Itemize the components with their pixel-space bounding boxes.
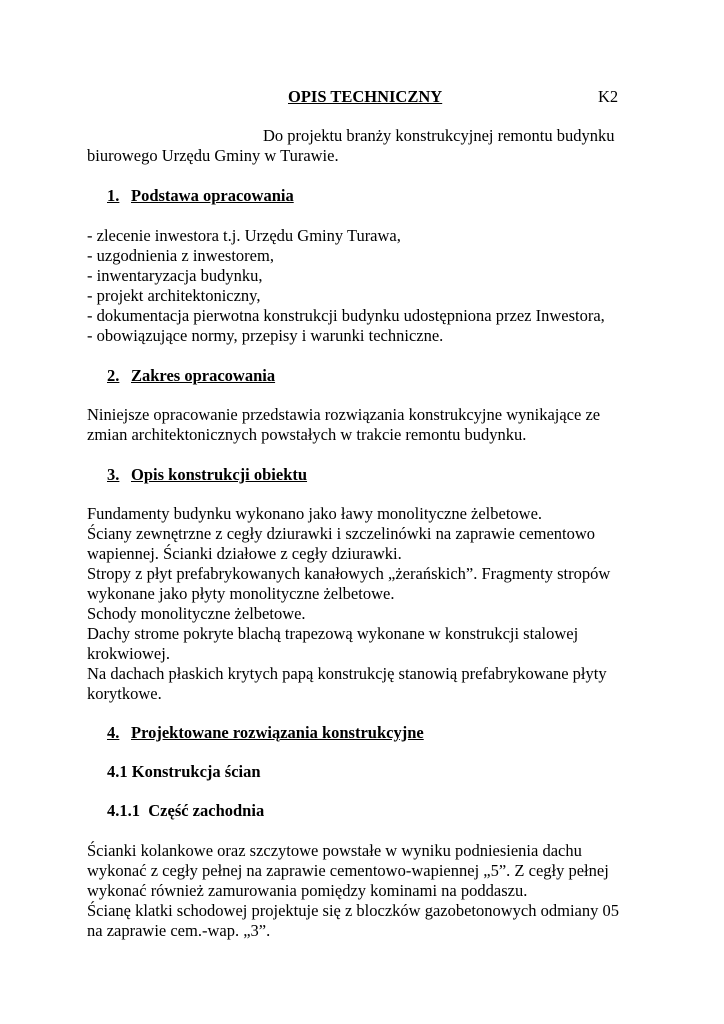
subtitle-line-1: Do projektu branży konstrukcyjnej remontu budynku xyxy=(263,126,615,145)
document-title: OPIS TECHNICZNY xyxy=(288,87,443,106)
section-1-number: 1. xyxy=(107,186,120,205)
paragraph-line: na zaprawie cem.-wap. „3”. xyxy=(87,921,271,940)
paragraph-line: wykonać również zamurowania pomiędzy kominami na poddaszu. xyxy=(87,881,528,900)
paragraph-line: wapiennej. Ścianki działowe z cegły dziurawki. xyxy=(87,544,402,563)
section-1-heading xyxy=(107,186,294,206)
paragraph-line: Stropy z płyt prefabrykowanych kanałowych „żerańskich”. Fragmenty stropów xyxy=(87,564,611,583)
list-item: - projekt architektoniczny, xyxy=(87,286,261,305)
list-item: - uzgodnienia z inwestorem, xyxy=(87,246,274,265)
section-1-title: Podstawa opracowania xyxy=(131,186,294,205)
list-item: - dokumentacja pierwotna konstrukcji budynku udostępniona przez Inwestora, xyxy=(87,306,605,325)
paragraph-line: Ściany zewnętrzne z cegły dziurawki i szczelinówki na zaprawie cementowo xyxy=(87,524,596,543)
paragraph-line: zmian architektonicznych powstałych w trakcie remontu budynku. xyxy=(87,425,527,444)
paragraph-line: korytkowe. xyxy=(87,684,162,703)
list-item: - zlecenie inwestora t.j. Urzędu Gminy Turawa, xyxy=(87,226,401,245)
paragraph-line: Fundamenty budynku wykonano jako ławy monolityczne żelbetowe. xyxy=(87,504,543,523)
section-2-number: 2. xyxy=(107,366,120,385)
paragraph-line: Schody monolityczne żelbetowe. xyxy=(87,604,306,623)
paragraph-line: Ścianę klatki schodowej projektuje się z bloczków gazobetonowych odmiany 05 xyxy=(87,901,619,920)
subtitle-line-2: biurowego Urzędu Gminy w Turawie. xyxy=(87,146,339,165)
subsection-4-1-heading: 4.1 Konstrukcja ścian xyxy=(107,762,261,781)
section-2-title: Zakres opracowania xyxy=(131,366,276,385)
list-item: - obowiązujące normy, przepisy i warunki techniczne. xyxy=(87,326,444,345)
paragraph-line: krokwiowej. xyxy=(87,644,170,663)
section-2-heading xyxy=(107,366,275,386)
paragraph-line: Na dachach płaskich krytych papą konstrukcję stanowią prefabrykowane płyty xyxy=(87,664,607,683)
paragraph-line: Dachy strome pokryte blachą trapezową wykonane w konstrukcji stalowej xyxy=(87,624,579,643)
section-3-heading xyxy=(107,465,307,485)
section-4-number: 4. xyxy=(107,723,120,742)
paragraph-line: Ścianki kolankowe oraz szczytowe powstałe w wyniku podniesienia dachu xyxy=(87,841,582,860)
paragraph-line: wykonać z cegły pełnej na zaprawie cementowo-wapiennej „5”. Z cegły pełnej xyxy=(87,861,609,880)
paragraph-line: wykonane jako płyty monolityczne żelbetowe. xyxy=(87,584,395,603)
section-4-title: Projektowane rozwiązania konstrukcyjne xyxy=(131,723,424,742)
list-item: - inwentaryzacja budynku, xyxy=(87,266,263,285)
section-3-number: 3. xyxy=(107,465,120,484)
paragraph-line: Niniejsze opracowanie przedstawia rozwiązania konstrukcyjne wynikające ze xyxy=(87,405,601,424)
section-4-heading xyxy=(107,723,424,743)
document-code: K2 xyxy=(598,87,619,106)
section-3-title: Opis konstrukcji obiektu xyxy=(131,465,308,484)
subsection-4-1-1-heading: 4.1.1 Część zachodnia xyxy=(107,801,265,820)
